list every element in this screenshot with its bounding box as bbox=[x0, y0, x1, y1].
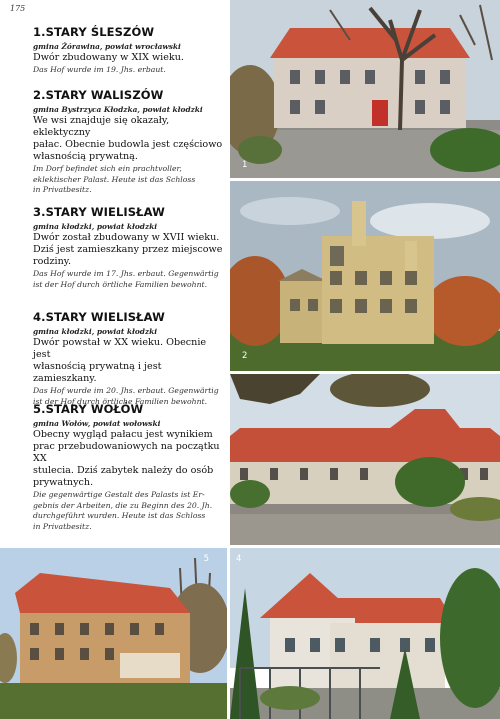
entry-german-line: Das Hof wurde im 19. Jhs. erbaut. bbox=[33, 65, 166, 74]
entry-polish-line: własnością prywatną i jest zamieszkany. bbox=[33, 361, 162, 384]
entry-polish-line: stulecia. Dziś zabytek należy do osób bbox=[33, 465, 214, 476]
photo-number: 1 bbox=[242, 160, 248, 170]
photo-number: 2 bbox=[242, 351, 248, 361]
photo-5-image bbox=[0, 548, 227, 719]
entry-polish-line: rodziny. bbox=[33, 256, 71, 267]
photo-3-stary-wielislaw bbox=[230, 374, 500, 545]
entry-polish-line: prac przebudowaniowych na początku XX bbox=[33, 441, 220, 464]
entry-3 bbox=[33, 205, 225, 290]
entry-german-line: ist der Hof durch örtliche Familien bewohnt. bbox=[33, 396, 208, 406]
entry-german-line: ist der Hof durch örtliche Familien bewohnt. bbox=[33, 279, 208, 289]
photo-1-stary-sleszow bbox=[230, 0, 500, 178]
entry-polish-line: prywatnych. bbox=[33, 477, 94, 488]
text-column bbox=[0, 0, 228, 547]
entry-polish-line: Obecny wygląd pałacu jest wynikiem bbox=[33, 429, 213, 440]
photo-5-stary-wolow bbox=[0, 548, 227, 719]
entry-2 bbox=[33, 88, 225, 196]
entry-polish-line: Dwór powstał w XX wieku. Obecnie jest bbox=[33, 337, 207, 360]
photo-4-image bbox=[230, 548, 500, 719]
entry-german-line: durchgeführt wurden. Heute ist das Schloss bbox=[33, 511, 206, 520]
entry-german-line: in Privatbesitz. bbox=[33, 521, 92, 531]
entry-german-line: in Privatbesitz. bbox=[33, 185, 92, 194]
entry-polish-line: We wsi znajduje się okazały, eklektyczny bbox=[33, 115, 170, 138]
photo-2-stary-waliszow bbox=[230, 181, 500, 371]
entry-german-line: Im Dorf befindet sich ein prachtvoller, bbox=[33, 164, 182, 173]
entry-german-line: gebnis der Arbeiten, die zu Beginn des 20. Jh. bbox=[33, 500, 213, 510]
entry-polish-line: Dwór został zbudowany w XVII wieku. bbox=[33, 232, 220, 243]
photo-number: 4 bbox=[236, 554, 242, 564]
entry-subtitle: gmina kłodzki, powiat kłodzki bbox=[33, 222, 158, 231]
entry-german-line: Die gegenwärtige Gestalt des Palasts ist Er- bbox=[33, 490, 205, 499]
entry-title: 2.STARY WALISZÓW bbox=[33, 88, 164, 102]
entry-1 bbox=[33, 25, 225, 76]
entry-polish-line: pałac. Obecnie budowla jest częściowo bbox=[33, 139, 223, 150]
entry-polish-line: Dwór zbudowany w XIX wieku. bbox=[33, 52, 184, 63]
entry-subtitle: gmina Wołów, powiat wołowski bbox=[33, 419, 161, 428]
entry-polish-line: Dziś jest zamieszkany przez miejscowe bbox=[33, 244, 223, 255]
entry-german-line: Das Hof wurde im 20. Jhs. erbaut. Gegenwärtig bbox=[33, 386, 219, 395]
entry-subtitle: gmina kłodzki, powiat kłodzki bbox=[33, 327, 158, 336]
entry-subtitle: gmina Żórawina, powiat wrocławski bbox=[33, 42, 181, 51]
entry-5 bbox=[33, 402, 225, 532]
photo-1-image bbox=[230, 0, 500, 178]
entry-polish-line: własnością prywatną. bbox=[33, 151, 138, 162]
entry-subtitle: gmina Bystrzyca Kłodzka, powiat kłodzki bbox=[33, 105, 203, 114]
entry-title: 3.STARY WIELISŁAW bbox=[33, 205, 165, 219]
entry-title: 4.STARY WIELISŁAW bbox=[33, 310, 165, 324]
entry-title: 1.STARY ŚLESZÓW bbox=[33, 25, 155, 39]
entry-title: 5.STARY WOŁÓW bbox=[33, 402, 144, 416]
photo-3-image bbox=[230, 374, 500, 545]
photo-number: 5 bbox=[203, 554, 209, 564]
entry-german-line: eklektischer Palast. Heute ist das Schloss bbox=[33, 174, 196, 184]
photo-4-stary-wielislaw bbox=[230, 548, 500, 719]
page-number: 175 bbox=[10, 4, 26, 13]
entry-german-line: Das Hof wurde im 17. Jhs. erbaut. Gegenwärtig bbox=[33, 269, 219, 278]
entry-4 bbox=[33, 310, 225, 407]
photo-2-image bbox=[230, 181, 500, 371]
